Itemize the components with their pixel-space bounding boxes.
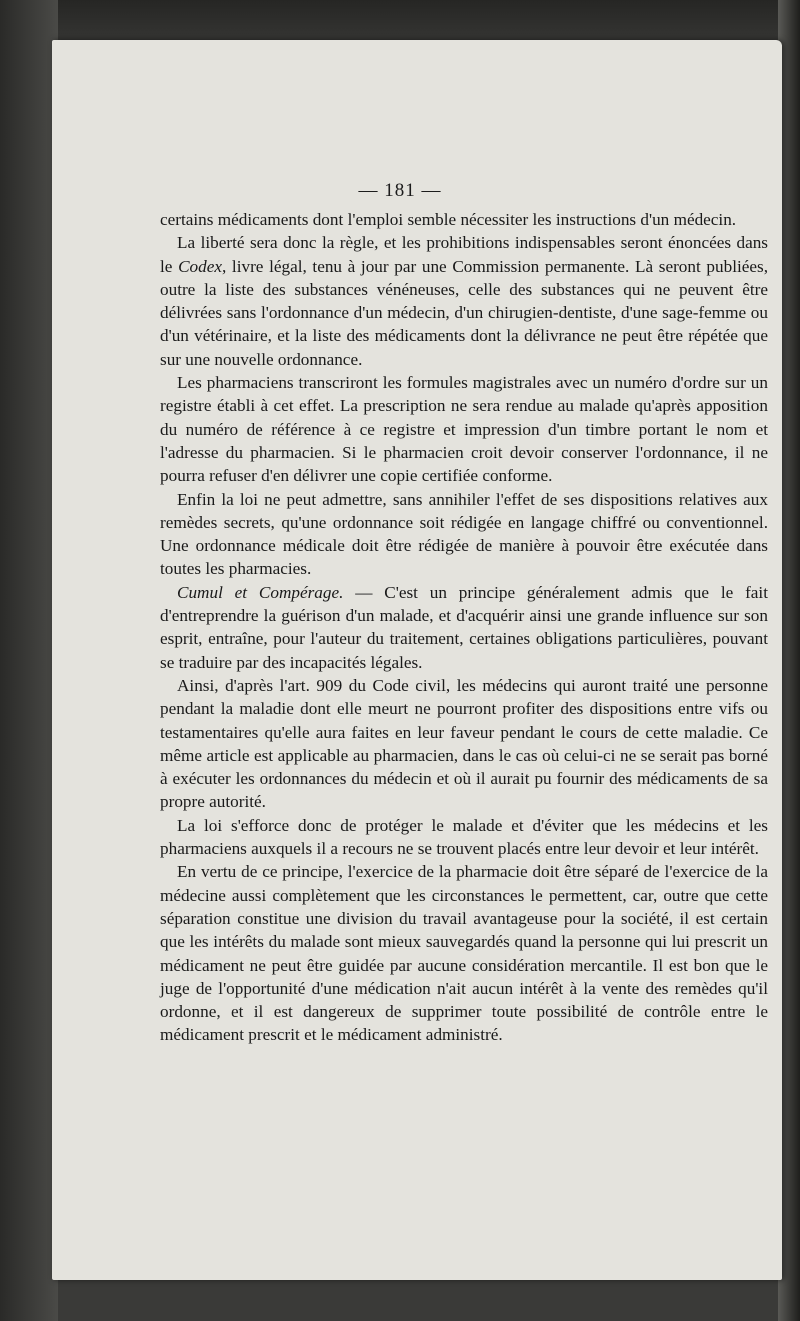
paragraph-text: — C'est un principe généralement admis que le fait d'entreprendre la guérison d'un malade, et d'acquérir ainsi une grande influence sur son esprit, entraîne, pour l'auteur du traitement, certaines obligations particulières, pouvant se traduire par des incapacités légales.	[160, 582, 768, 672]
paragraph-pharmaciens: Les pharmaciens transcriront les formules magistrales avec un numéro d'ordre sur un registre établi à cet effet. La prescription ne sera rendue au malade qu'après apposition du numéro de référence à ce registre et impression d'un timbre portant le nom et l'adresse du pharmacien. Si le pharmacien croit devoir conserver l'ordonnance, il ne pourra refuser d'en délivrer une copie certifiée conforme.	[160, 373, 768, 486]
page-number: — 181 —	[358, 180, 442, 201]
paragraph-continuation: certains médicaments dont l'emploi semble nécessiter les instructions d'un médecin.	[160, 210, 737, 229]
paragraph-ainsi: Ainsi, d'après l'art. 909 du Code civil, les médecins qui auront traité une personne pendant la maladie dont elle meurt ne pourront profiter des dispositions entre vifs ou testamentaires qu'elle aura faites en leur faveur pendant le cours de cette maladie. Ce même article est applicable au pharmacien, dans le cas où celui-ci ne se serait pas borné à exécuter les ordonnances du médecin et où il aurait pu fournir des médicaments de sa propre autorité.	[160, 675, 768, 812]
paragraph-loi: La loi s'efforce donc de protéger le malade et d'éviter que les médecins et les pharmaciens auxquels il a recours ne se trouvent placés entre leur devoir et leur intérêt.	[160, 815, 768, 859]
paragraph-enfin: Enfin la loi ne peut admettre, sans annihiler l'effet de ses dispositions relatives aux remèdes secrets, qu'une ordonnance soit rédigée en langage chiffré ou conventionnel. Une ordonnance médicale doit être rédigée de manière à pouvoir être exécutée dans toutes les pharmacies.	[160, 489, 768, 579]
paragraph-text: , livre légal, tenu à jour par une Commission permanente. Là seront publiées, outre la liste des substances vénéneuses, celle des substances qui ne peuvent être délivrées sans l'ordonnance d'un médecin, d'un chirugien-dentiste, d'une sage-femme ou d'un vétérinaire, et la liste des médicaments dont la délivrance ne peut être répétée que sur une nouvelle ordonnance.	[160, 256, 768, 369]
body-text	[160, 208, 768, 1047]
paragraph-vertu: En vertu de ce principe, l'exercice de la pharmacie doit être séparé de l'exercice de la médecine aussi complètement que les circonstances le permettent, car, outre que cette séparation constitue une division du travail avantageuse pour la société, il est certain que les intérêts du malade sont mieux sauvegardés quand la personne qui lui prescrit un médicament ne peut être guidée par aucune considération mercantile. Il est bon que le juge de l'opportunité d'une médication n'ait aucun intérêt à la vente des remèdes qu'il ordonne, et il est dangereux de supprimer toute possibilité de contrôle entre le médicament prescrit et le médicament administré.	[160, 862, 768, 1045]
codex-italic: Codex	[178, 256, 222, 276]
section-heading-italic: Cumul et Compérage.	[177, 582, 344, 602]
paragraph-cumul	[160, 581, 768, 674]
paragraph-text: La liberté sera donc la règle, et les prohibitions indispensables seront énoncées dans le	[160, 233, 768, 276]
paragraph-liberte	[160, 231, 768, 371]
